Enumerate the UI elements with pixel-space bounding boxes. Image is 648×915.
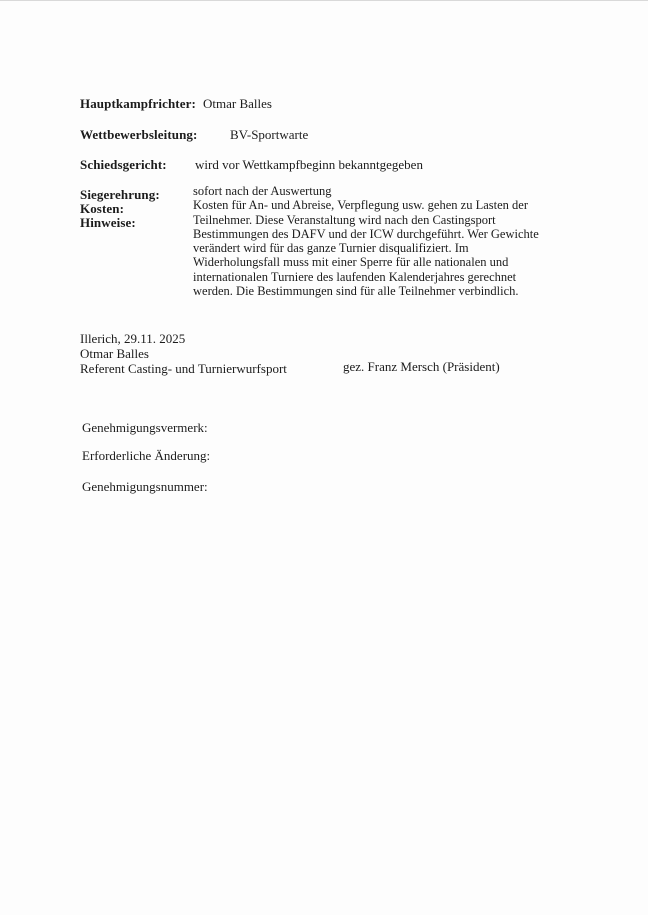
erforderliche-aenderung-label: Erforderliche Änderung: — [82, 448, 211, 463]
details-line: Kosten für An- und Abreise, Verpflegung usw. gehen zu Lasten der — [193, 198, 528, 213]
place-date: Illerich, 29.11. 2025 — [80, 331, 186, 346]
president-signature: gez. Franz Mersch (Präsident) — [343, 359, 500, 374]
details-line: verändert wird für das ganze Turnier disqualifiziert. Im — [193, 241, 469, 256]
kosten-label: Kosten: — [80, 201, 125, 216]
details-line: werden. Die Bestimmungen sind für alle Teilnehmer verbindlich. — [193, 284, 519, 299]
hinweise-label: Hinweise: — [80, 215, 136, 230]
details-line: sofort nach der Auswertung — [193, 184, 332, 198]
signer-role: Referent Casting- und Turnierwurfsport — [80, 361, 287, 376]
siegerehrung-label: Siegerehrung: — [80, 187, 160, 202]
details-line: Bestimmungen des DAFV und der ICW durchgeführt. Wer Gewichte — [193, 226, 539, 241]
details-paragraph — [193, 184, 539, 298]
hauptkampfrichter-value: Otmar Balles — [203, 96, 272, 111]
schiedsgericht-value: wird vor Wettkampfbeginn bekanntgegeben — [195, 157, 423, 172]
details-line: Widerholungsfall muss mit einer Sperre für alle nationalen und — [193, 255, 509, 270]
wettbewerbsleitung-value: BV-Sportwarte — [230, 127, 309, 142]
page-top-edge — [0, 0, 648, 1]
schiedsgericht-label: Schiedsgericht: — [80, 157, 167, 172]
signer-name: Otmar Balles — [80, 346, 149, 361]
details-line: Teilnehmer. Diese Veranstaltung wird nach den Castingsport — [193, 212, 496, 227]
genehmigungsvermerk-label: Genehmigungsvermerk: — [82, 420, 208, 435]
details-line: internationalen Turniere des laufenden Kalenderjahres gerechnet — [193, 269, 517, 284]
hauptkampfrichter-label: Hauptkampfrichter: — [80, 96, 196, 111]
wettbewerbsleitung-label: Wettbewerbsleitung: — [80, 127, 198, 142]
genehmigungsnummer-label: Genehmigungsnummer: — [82, 479, 208, 494]
